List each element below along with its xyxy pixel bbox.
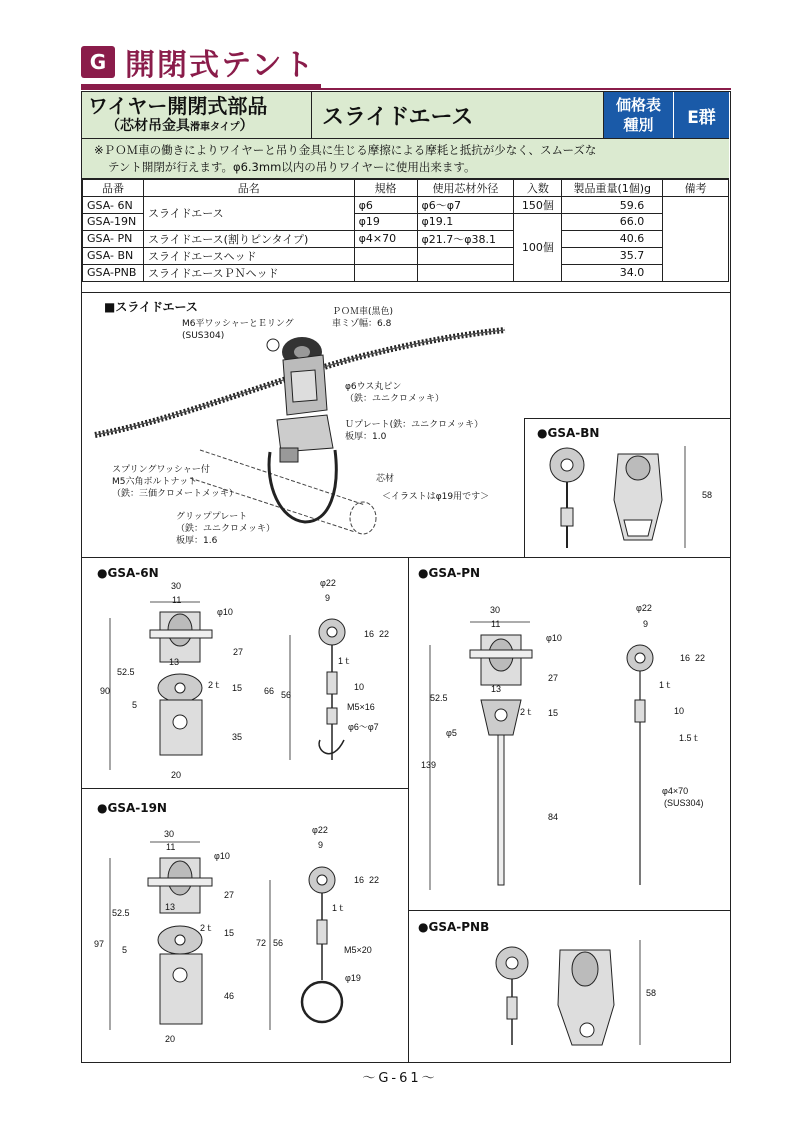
cell-code: GSA- PN xyxy=(83,230,144,247)
table-header-row xyxy=(83,180,729,197)
dim-pn-11: 11 xyxy=(491,619,501,629)
dim-19n-13: 13 xyxy=(165,902,176,912)
dim-6n-s16: 16 xyxy=(364,629,375,639)
label-pin: φ6ウス丸ピン （鉄：ユニクロメッキ） xyxy=(345,382,445,404)
dim-6n-20: 20 xyxy=(171,770,182,780)
dim-19n-525: 52.5 xyxy=(112,908,130,918)
dim-6n-s66: 66 xyxy=(264,686,275,696)
dim-pn-13: 13 xyxy=(491,684,502,694)
col-header: 規格 xyxy=(354,180,417,197)
cell-diameter: φ19.1 xyxy=(417,214,514,231)
cell-weight: 40.6 xyxy=(562,230,663,247)
panel-title-6n: ●GSA-6N xyxy=(97,566,159,580)
dim-pn-10: φ10 xyxy=(546,633,562,643)
gsa-bn-drawing xyxy=(540,440,713,552)
dim-19n-11: 11 xyxy=(166,842,176,852)
dim-19n-s72: 72 xyxy=(256,938,267,948)
label-core: 芯材 xyxy=(376,474,395,484)
panel-title-19n: ●GSA-19N xyxy=(97,801,167,815)
description-note: ※ＰＯＭ車の働きによりワイヤーと吊り金具に生じる摩擦による摩耗と抵抗が少なく、スムーズな テント開閉が行えます。φ6.3mm以内の吊りワイヤーに使用出来ます。 xyxy=(82,139,729,179)
cell-spec: φ19 xyxy=(354,214,417,231)
cell-spec: φ4×70 xyxy=(354,230,417,247)
cell-name: スライドエース(割りピンタイプ) xyxy=(143,230,354,247)
panel-title-pnb: ●GSA-PNB xyxy=(418,920,490,934)
price-type-label: 価格表 種別 xyxy=(604,92,674,138)
panel-title-pn: ●GSA-PN xyxy=(418,566,481,580)
dim-6n-90: 90 xyxy=(100,686,111,696)
dim-19n-s16: 16 xyxy=(354,875,365,885)
col-header: 使用芯材外径 xyxy=(417,180,514,197)
page-title: 開閉式テント xyxy=(125,48,316,83)
dim-6n-s10: 10 xyxy=(354,682,365,692)
dim-19n-s56: 56 xyxy=(273,938,284,948)
cell-diameter xyxy=(417,264,514,281)
dim-pn-pin: φ4×70 xyxy=(662,786,689,796)
label-washer: M6平ワッシャーとＥリング (SUS304) xyxy=(182,319,294,341)
col-header: 備考 xyxy=(663,180,729,197)
dim-pn-s22b: 22 xyxy=(695,653,706,663)
dim-19n-97: 97 xyxy=(94,939,105,949)
section-badge: G xyxy=(81,46,115,78)
divider xyxy=(408,557,409,1063)
dim-pn-27: 27 xyxy=(548,673,559,683)
dim-6n-13: 13 xyxy=(169,657,180,667)
dim-pn-30: 30 xyxy=(490,605,501,615)
col-header: 品名 xyxy=(143,180,354,197)
panel-title-bn: ●GSA-BN xyxy=(537,426,600,440)
cell-spec xyxy=(354,247,417,264)
dim-6n-27: 27 xyxy=(233,647,244,657)
cell-code: GSA-PNB xyxy=(83,264,144,281)
product-name: スライドエース xyxy=(312,92,604,138)
dim-6n-2t: 2ｔ xyxy=(208,680,223,690)
cell-name: スライドエース xyxy=(143,197,354,231)
label-uplate: Ｕプレート(鉄：ユニクロメッキ） 板厚：1.0 xyxy=(345,420,484,442)
cell-code: GSA- 6N xyxy=(83,197,144,214)
category-cell xyxy=(82,92,312,138)
dim-pnb-58: 58 xyxy=(646,988,657,998)
price-group: E群 xyxy=(674,92,729,138)
cell-name: スライドエースＰＮヘッド xyxy=(143,264,354,281)
gsa-19n-drawing xyxy=(110,830,390,1045)
dim-6n-s22b: 22 xyxy=(379,629,390,639)
dim-6n-s1t: 1ｔ xyxy=(338,656,353,666)
spec-table xyxy=(82,179,729,282)
dim-19n-2t: 2ｔ xyxy=(200,923,215,933)
table-row xyxy=(83,264,729,281)
dim-19n-s9: 9 xyxy=(318,840,324,850)
col-header: 品番 xyxy=(83,180,144,197)
dim-6n-30: 30 xyxy=(171,581,182,591)
dim-pn-525: 52.5 xyxy=(430,693,448,703)
dim-6n-10: φ10 xyxy=(217,607,233,617)
header-rule-thin xyxy=(81,88,731,90)
label-spring: スプリングワッシャー付 M5六角ボルトナット （鉄：三価クロメートメッキ） xyxy=(112,465,238,499)
dim-19n-phi: φ19 xyxy=(345,973,361,983)
dim-19n-27: 27 xyxy=(224,890,235,900)
dim-19n-s22: φ22 xyxy=(312,825,328,835)
dim-6n-s22: φ22 xyxy=(320,578,336,588)
dim-6n-15: 15 xyxy=(232,683,243,693)
dim-pn-15: 15 xyxy=(548,708,559,718)
cell-name: スライドエースヘッド xyxy=(143,247,354,264)
cell-code: GSA- BN xyxy=(83,247,144,264)
col-header: 入数 xyxy=(514,180,562,197)
page-number: ～G-61～ xyxy=(362,1071,438,1086)
label-pom: ＰＯＭ車(黒色) 車ミゾ幅：6.8 xyxy=(332,307,394,329)
dim-6n-s9: 9 xyxy=(325,593,331,603)
dim-19n-m5: M5×20 xyxy=(344,945,372,955)
dim-19n-15: 15 xyxy=(224,928,235,938)
dim-pn-s15t: 1.5ｔ xyxy=(679,733,701,743)
dim-bn-58: 58 xyxy=(702,490,713,500)
dim-6n-11: 11 xyxy=(172,595,182,605)
cell-weight: 34.0 xyxy=(562,264,663,281)
title-bar xyxy=(82,92,729,139)
table-row xyxy=(83,230,729,247)
dim-6n-s56: 56 xyxy=(281,690,292,700)
dim-pn-5: φ5 xyxy=(446,728,457,738)
dim-pn-pin2: (SUS304) xyxy=(664,798,704,808)
cell-weight: 35.7 xyxy=(562,247,663,264)
dim-19n-s22b: 22 xyxy=(369,875,380,885)
gsa-pn-drawing xyxy=(425,600,725,900)
dim-pn-84: 84 xyxy=(548,812,559,822)
gsa-6n-drawing xyxy=(110,590,390,780)
cell-diameter: φ21.7～φ38.1 xyxy=(417,230,514,247)
dim-6n-m5: M5×16 xyxy=(347,702,375,712)
category-subtitle: （芯材吊金具滑車タイプ） xyxy=(106,118,254,134)
dim-6n-35: 35 xyxy=(232,732,243,742)
dim-19n-20: 20 xyxy=(165,1034,176,1044)
cell-weight: 59.6 xyxy=(562,197,663,214)
label-core-note: ＜イラストはφ19用です＞ xyxy=(382,492,490,502)
dim-19n-30: 30 xyxy=(164,829,175,839)
gsa-pnb-drawing xyxy=(490,935,670,1050)
cell-qty: 100個 xyxy=(514,214,562,282)
dim-19n-46: 46 xyxy=(224,991,235,1001)
category-title: ワイヤー開閉式部品 xyxy=(88,94,268,118)
col-header: 製品重量(1個)g xyxy=(562,180,663,197)
illustration-title: ■スライドエース xyxy=(104,300,198,314)
divider xyxy=(81,292,731,293)
table-row xyxy=(83,197,729,214)
cell-diameter xyxy=(417,247,514,264)
label-grip: グリッププレート （鉄：ユニクロメッキ） 板厚：1.6 xyxy=(176,512,276,546)
dim-6n-5: 5 xyxy=(132,700,138,710)
cell-remarks xyxy=(663,197,729,282)
cell-code: GSA-19N xyxy=(83,214,144,231)
dim-pn-s16: 16 xyxy=(680,653,691,663)
cell-spec: φ6 xyxy=(354,197,417,214)
dim-pn-139: 139 xyxy=(421,760,437,770)
divider xyxy=(81,788,408,789)
page-header xyxy=(81,44,316,83)
cell-weight: 66.0 xyxy=(562,214,663,231)
dim-pn-s1t: 1ｔ xyxy=(659,680,674,690)
dim-pn-s10: 10 xyxy=(674,706,685,716)
dim-6n-525: 52.5 xyxy=(117,667,135,677)
dim-19n-10: φ10 xyxy=(214,851,230,861)
cell-qty: 150個 xyxy=(514,197,562,214)
cell-diameter: φ6～φ7 xyxy=(417,197,514,214)
table-row xyxy=(83,247,729,264)
dim-pn-s22: φ22 xyxy=(636,603,652,613)
dim-19n-5: 5 xyxy=(122,945,128,955)
dim-19n-s1t: 1ｔ xyxy=(332,903,347,913)
divider xyxy=(524,418,731,419)
divider xyxy=(408,910,731,911)
cell-spec xyxy=(354,264,417,281)
dim-pn-s9: 9 xyxy=(643,619,649,629)
dim-6n-phi: φ6～φ7 xyxy=(348,722,379,732)
dim-pn-2t: 2ｔ xyxy=(520,707,535,717)
